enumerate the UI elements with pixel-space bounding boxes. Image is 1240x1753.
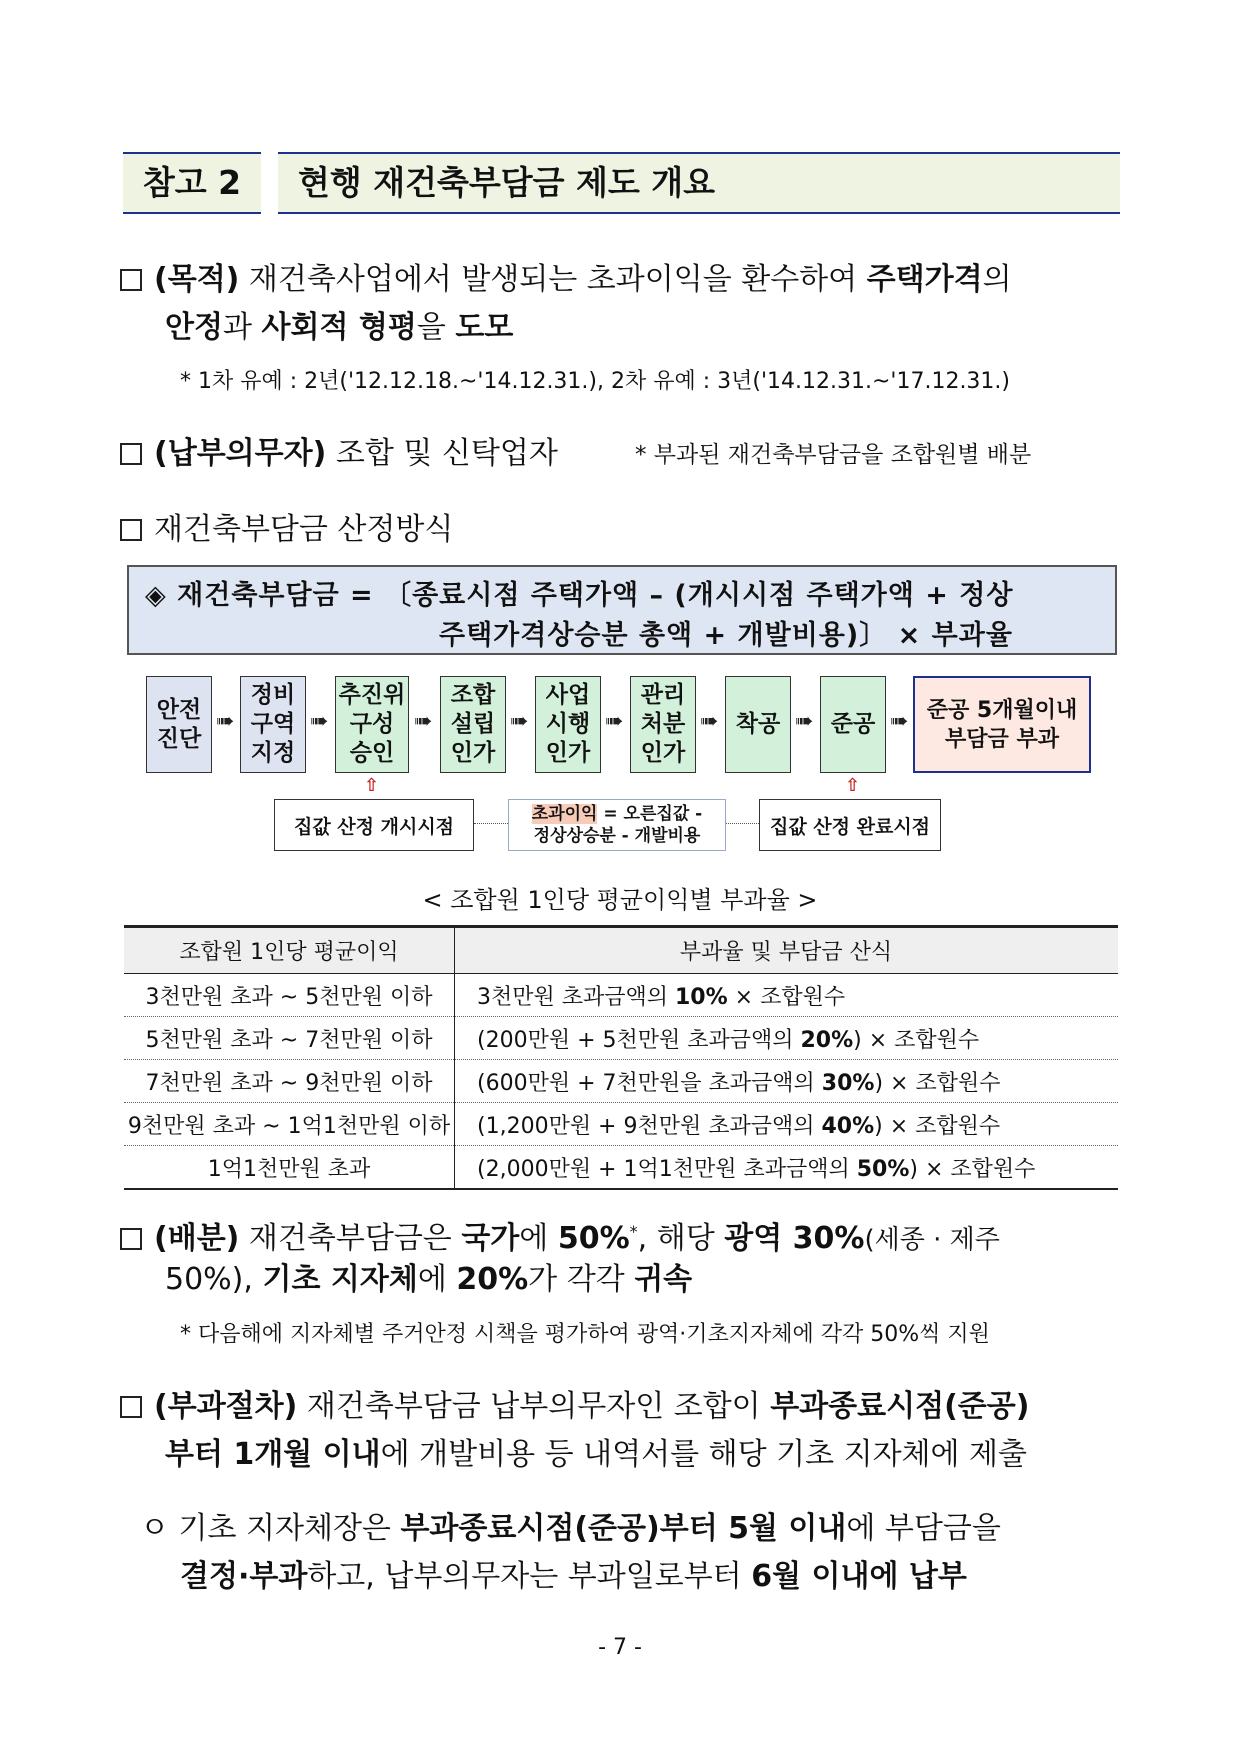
checkbox-icon: [120, 269, 142, 291]
text: = 오른집값 -: [597, 804, 703, 824]
bold-text: 귀속: [634, 1262, 693, 1297]
text: ) × 조합원수: [874, 1113, 1001, 1139]
bold-text: 50%: [557, 1221, 630, 1256]
step-label: 처분: [640, 711, 686, 737]
formula-cell: [455, 1146, 1119, 1190]
text: 과: [222, 310, 262, 345]
text: , 해당: [637, 1221, 725, 1256]
flow-arrow-icon: ➠: [700, 709, 719, 734]
table-row: [124, 1146, 1118, 1190]
text: 에 부담금을: [846, 1511, 1001, 1546]
formula-cell: [455, 974, 1119, 1017]
bold-text: 광역 30%: [724, 1221, 865, 1256]
up-arrow-icon: ⇧: [364, 775, 380, 796]
step-label: 조합: [450, 682, 496, 708]
text: 하고, 납부의무자는 부과일로부터: [307, 1559, 752, 1594]
rate-value: 40%: [821, 1113, 875, 1139]
step-label: 승인: [349, 740, 395, 766]
bold-text: 6월 이내에 납부: [751, 1559, 967, 1594]
obligor-tag: (납부의무자): [154, 436, 327, 471]
formula-cell: [455, 1103, 1119, 1146]
purpose-line1: [120, 256, 1120, 304]
text: 에: [519, 1221, 558, 1256]
text: ) × 조합원수: [853, 1027, 980, 1053]
bold-text: 도모: [455, 310, 514, 345]
up-arrow-icon: ⇧: [845, 775, 861, 796]
text: (600만원 + 7천만원을 초과금액의: [477, 1070, 822, 1096]
step-label: 착공: [735, 711, 781, 737]
text: 재건축부담금 납부의무자인 조합이: [297, 1389, 771, 1424]
bold-text: 부과종료시점: [400, 1511, 575, 1546]
step-label: 준공: [830, 711, 876, 737]
procedure-line2: [165, 1431, 1165, 1479]
step-construction-start: [725, 676, 791, 773]
step-association-approval: [440, 676, 506, 773]
text: (200만원 + 5천만원 초과금액의: [477, 1027, 801, 1053]
checkbox-icon: [120, 1228, 142, 1250]
text: (2,000만원 + 1억1천만원 초과금액의: [477, 1156, 857, 1182]
end-point-label: 집값 산정 완료시점: [759, 799, 941, 851]
rate-value: 50%: [856, 1156, 910, 1182]
column-header: 조합원 1인당 평균이익: [124, 927, 455, 974]
bold-text: 주택가격: [866, 262, 983, 297]
step-label: 진단: [156, 725, 202, 752]
step-label: 부담금 부과: [945, 726, 1059, 752]
table-header-row: [124, 927, 1118, 974]
bold-text: 사회적 형평: [261, 310, 417, 345]
text: 3천만원 초과금액의: [477, 984, 675, 1010]
range-cell: 7천만원 초과 ~ 9천만원 이하: [124, 1060, 455, 1103]
text: 재건축사업에서 발생되는 초과이익을 환수하여: [239, 262, 867, 297]
flow-arrow-icon: ➠: [510, 709, 529, 734]
step-label: 안전: [156, 696, 202, 723]
checkbox-icon: [120, 1396, 142, 1418]
text: 의: [982, 262, 1012, 297]
bold-text: 안정: [165, 310, 223, 345]
column-header: 부과율 및 부담금 산식: [455, 927, 1119, 974]
flow-arrow-icon: ➠: [605, 709, 624, 734]
bold-text: 기초 지자체: [262, 1262, 418, 1297]
text: 을: [416, 310, 456, 345]
checkbox-icon: [120, 443, 142, 465]
text: 50%),: [165, 1262, 263, 1297]
formula-box: [127, 565, 1117, 655]
step-committee-approval: [335, 676, 409, 773]
procedure-tag: (부과절차): [154, 1389, 298, 1424]
formula-line1: ◈ 재건축부담금 = 〔종료시점 주택가액 – (개시시점 주택가액 + 정상: [145, 580, 1014, 611]
step-label: 준공 5개월이내: [926, 697, 1078, 723]
formula-line2: 주택가격상승분 총액 + 개발비용)〕 × 부과율: [439, 620, 1013, 651]
bold-text: 부터 5월 이내: [659, 1511, 847, 1546]
step-label: 인가: [450, 740, 496, 766]
text: (세종 · 제주: [864, 1225, 1000, 1255]
step-disposal-approval: [630, 676, 696, 773]
text: 조합 및 신탁업자: [326, 436, 558, 471]
text: × 조합원수: [727, 984, 846, 1010]
formula-cell: [455, 1017, 1119, 1060]
step-label: 설립: [450, 711, 496, 737]
bold-text: 결정·부과: [180, 1559, 308, 1594]
text: 기초 지자체장은: [168, 1511, 401, 1546]
method-title-line: [120, 506, 1120, 554]
flow-arrow-icon: ➠: [414, 709, 433, 734]
step-completion: [820, 676, 886, 773]
range-cell: 1억1천만원 초과: [124, 1146, 455, 1190]
step-project-approval: [535, 676, 601, 773]
step-label: 관리: [640, 682, 686, 708]
bold-text: (준공): [944, 1389, 1030, 1424]
rate-table: [124, 925, 1118, 1190]
step-label: 사업: [545, 682, 591, 708]
bold-text: 국가: [461, 1221, 520, 1256]
dotted-connector: [474, 823, 508, 824]
excess-profit-highlight: 초과이익: [531, 804, 598, 824]
table-row: [124, 1017, 1118, 1060]
flow-arrow-icon: ➠: [310, 709, 329, 734]
table-title: < 조합원 1인당 평균이익별 부과율 >: [422, 886, 818, 914]
procedure-sub-line2: [180, 1553, 1180, 1601]
range-cell: 9천만원 초과 ~ 1억1천만원 이하: [124, 1103, 455, 1146]
flow-arrow-icon: ➠: [795, 709, 814, 734]
checkbox-icon: [120, 519, 142, 541]
table-row: [124, 1103, 1118, 1146]
excess-profit-box: [508, 799, 726, 851]
step-label: 정비: [250, 682, 296, 708]
table-row: [124, 1060, 1118, 1103]
step-label: 추진위: [338, 682, 406, 708]
range-cell: 5천만원 초과 ~ 7천만원 이하: [124, 1017, 455, 1060]
step-levy-imposition: [913, 676, 1091, 773]
purpose-line2: [165, 304, 1165, 352]
step-label: 인가: [545, 740, 591, 766]
text: 에 개발비용 등 내역서를 해당 기초 지자체에 제출: [380, 1437, 1028, 1472]
start-point-label: 집값 산정 개시시점: [274, 799, 474, 851]
reference-label: 참고 2: [123, 152, 261, 214]
rate-value: 30%: [821, 1070, 875, 1096]
step-label: 지정: [250, 740, 296, 766]
obligor-note: * 부과된 재건축부담금을 조합원별 배분: [635, 442, 1032, 468]
page-title: 현행 재건축부담금 제도 개요: [278, 152, 1120, 214]
table-row: [124, 974, 1118, 1017]
text: 재건축부담금은: [239, 1221, 462, 1256]
purpose-note: * 1차 유예 : 2년('12.12.18.~'14.12.31.), 2차 유예 : 3년('14.12.31.~'17.12.31.): [180, 369, 1011, 394]
text: (1,200만원 + 9천만원 초과금액의: [477, 1113, 822, 1139]
procedure-sub-line1: [140, 1505, 1140, 1553]
procedure-line1: [120, 1383, 1120, 1431]
step-safety-diagnosis: [146, 676, 212, 773]
step-label: 구성: [349, 711, 395, 737]
range-cell: 3천만원 초과 ~ 5천만원 이하: [124, 974, 455, 1017]
flow-arrow-icon: ➠: [216, 709, 235, 734]
formula-cell: [455, 1060, 1119, 1103]
text: 가 각각: [528, 1262, 635, 1297]
rate-value: 20%: [800, 1027, 854, 1053]
step-zone-designation: [240, 676, 306, 773]
footnote-mark: *: [629, 1222, 638, 1241]
bold-text: 20%: [456, 1262, 529, 1297]
step-label: 시행: [545, 711, 591, 737]
page-number: - 7 -: [598, 1635, 642, 1660]
text: ) × 조합원수: [874, 1070, 1001, 1096]
distribution-line2: [165, 1256, 1165, 1304]
bold-text: 부과종료시점: [770, 1389, 945, 1424]
sub-bullet-icon: ㅇ: [140, 1511, 169, 1546]
bold-text: (준공): [574, 1511, 660, 1546]
method-title: 재건축부담금 산정방식: [154, 512, 454, 547]
distribution-note: * 다음해에 지자체별 주거안정 시책을 평가하여 광역·기초지자체에 각각 50%씩 지원: [180, 1322, 990, 1347]
step-label: 구역: [250, 711, 296, 737]
distribution-tag: (배분): [154, 1221, 240, 1256]
step-label: 인가: [640, 740, 686, 766]
flow-arrow-icon: ➠: [890, 709, 909, 734]
dotted-connector: [726, 823, 759, 824]
text: 정상상승분 - 개발비용: [533, 826, 701, 846]
text: ) × 조합원수: [909, 1156, 1036, 1182]
purpose-tag: (목적): [154, 262, 240, 297]
text: 에: [417, 1262, 457, 1297]
bold-text: 부터 1개월 이내: [165, 1437, 381, 1472]
rate-value: 10%: [675, 984, 728, 1010]
